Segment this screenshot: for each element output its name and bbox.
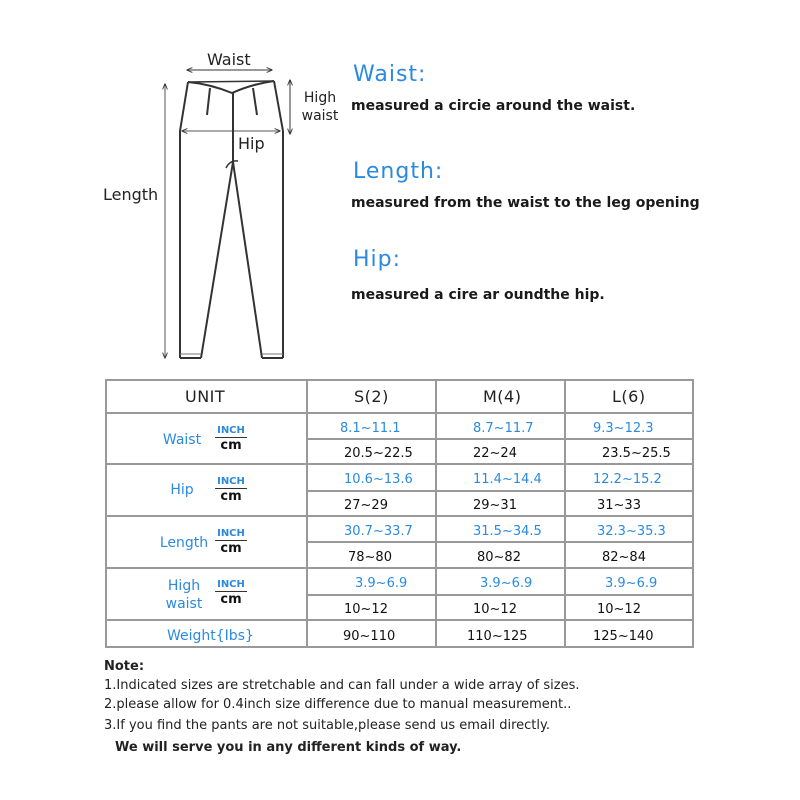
notes-title: Note:: [104, 659, 145, 674]
hip-inch-s: 10.6~13.6: [344, 472, 413, 487]
unit-inch: INCH: [215, 477, 247, 489]
diagram-label-waist: Waist: [207, 50, 251, 69]
high-waist-cm-m: 10~12: [473, 602, 517, 617]
weight-l: 125~140: [593, 629, 654, 644]
waist-inch-m: 8.7~11.7: [473, 421, 534, 436]
weight-s: 90~110: [343, 629, 396, 644]
column-divider: [435, 381, 437, 646]
column-divider: [306, 381, 308, 646]
note-item-2: 2.please allow for 0.4inch size difference due to manual measurement..: [104, 697, 572, 712]
unit-fraction: [215, 477, 247, 503]
diagram-label-hip: Hip: [238, 134, 265, 153]
waist-inch-l: 9.3~12.3: [593, 421, 654, 436]
waist-cm-s: 20.5~22.5: [344, 446, 413, 461]
hip-cm-l: 31~33: [597, 498, 641, 513]
unit-cm: cm: [220, 489, 242, 504]
row-label-hip: Hip: [170, 482, 194, 498]
hip-cm-s: 27~29: [344, 498, 388, 513]
row-label-weight: Weight{Ibs}: [167, 628, 254, 644]
hip-inch-m: 11.4~14.4: [473, 472, 542, 487]
row-label-high: High: [167, 578, 201, 594]
length-cm-l: 82~84: [602, 550, 646, 565]
subrow-divider: [306, 438, 692, 440]
length-inch-m: 31.5~34.5: [473, 524, 542, 539]
header-size-s: S(2): [354, 387, 389, 406]
hip-cm-m: 29~31: [473, 498, 517, 513]
header-unit: UNIT: [185, 387, 226, 406]
note-item-3: 3.If you find the pants are not suitable,please send us email directly.: [104, 718, 550, 733]
subrow-divider: [306, 490, 692, 492]
row-divider: [107, 515, 692, 517]
size-chart-table: [105, 379, 694, 648]
high-waist-inch-l: 3.9~6.9: [605, 576, 658, 591]
high-waist-line1: High: [303, 90, 337, 106]
row-divider: [107, 463, 692, 465]
definition-text-waist: measured a circie around the waist.: [351, 98, 636, 114]
row-label-waist-word: waist: [165, 596, 203, 612]
waist-cm-l: 23.5~25.5: [602, 446, 671, 461]
definition-title-waist: Waist:: [353, 62, 427, 87]
column-divider: [564, 381, 566, 646]
pants-outline-icon: [0, 0, 350, 370]
unit-cm: cm: [220, 541, 242, 556]
unit-cm: cm: [220, 438, 242, 453]
hip-inch-l: 12.2~15.2: [593, 472, 662, 487]
length-inch-s: 30.7~33.7: [344, 524, 413, 539]
diagram-label-high-waist: [298, 89, 342, 125]
high-waist-cm-l: 10~12: [597, 602, 641, 617]
length-cm-s: 78~80: [348, 550, 392, 565]
notes-closing: We will serve you in any different kinds of way.: [115, 740, 462, 755]
row-divider: [107, 412, 692, 414]
unit-inch: INCH: [215, 529, 247, 541]
subrow-divider: [306, 594, 692, 596]
header-size-m: M(4): [483, 387, 522, 406]
length-inch-l: 32.3~35.3: [597, 524, 666, 539]
subrow-divider: [306, 541, 692, 543]
row-divider: [107, 567, 692, 569]
definition-title-length: Length:: [353, 159, 444, 184]
high-waist-line2: waist: [301, 108, 339, 124]
waist-cm-m: 22~24: [473, 446, 517, 461]
definition-text-hip: measured a cire ar oundthe hip.: [351, 287, 605, 303]
diagram-label-length: Length: [103, 185, 159, 204]
high-waist-inch-m: 3.9~6.9: [480, 576, 533, 591]
row-label-high-waist: [159, 577, 209, 613]
unit-fraction: [215, 580, 247, 606]
unit-inch: INCH: [215, 426, 247, 438]
unit-cm: cm: [220, 592, 242, 607]
length-cm-m: 80~82: [477, 550, 521, 565]
row-label-length: Length: [159, 535, 209, 551]
pants-measurement-diagram: [0, 0, 350, 370]
unit-fraction: [215, 426, 247, 452]
note-item-1: 1.Indicated sizes are stretchable and can fall under a wide array of sizes.: [104, 678, 580, 693]
definition-text-length: measured from the waist to the leg opening: [351, 195, 700, 211]
high-waist-inch-s: 3.9~6.9: [355, 576, 408, 591]
high-waist-cm-s: 10~12: [344, 602, 388, 617]
unit-fraction: [215, 529, 247, 555]
definition-title-hip: Hip:: [353, 247, 402, 272]
row-label-waist: Waist: [162, 432, 202, 448]
header-size-l: L(6): [612, 387, 646, 406]
waist-inch-s: 8.1~11.1: [340, 421, 401, 436]
row-divider: [107, 619, 692, 621]
weight-m: 110~125: [467, 629, 528, 644]
unit-inch: INCH: [215, 580, 247, 592]
